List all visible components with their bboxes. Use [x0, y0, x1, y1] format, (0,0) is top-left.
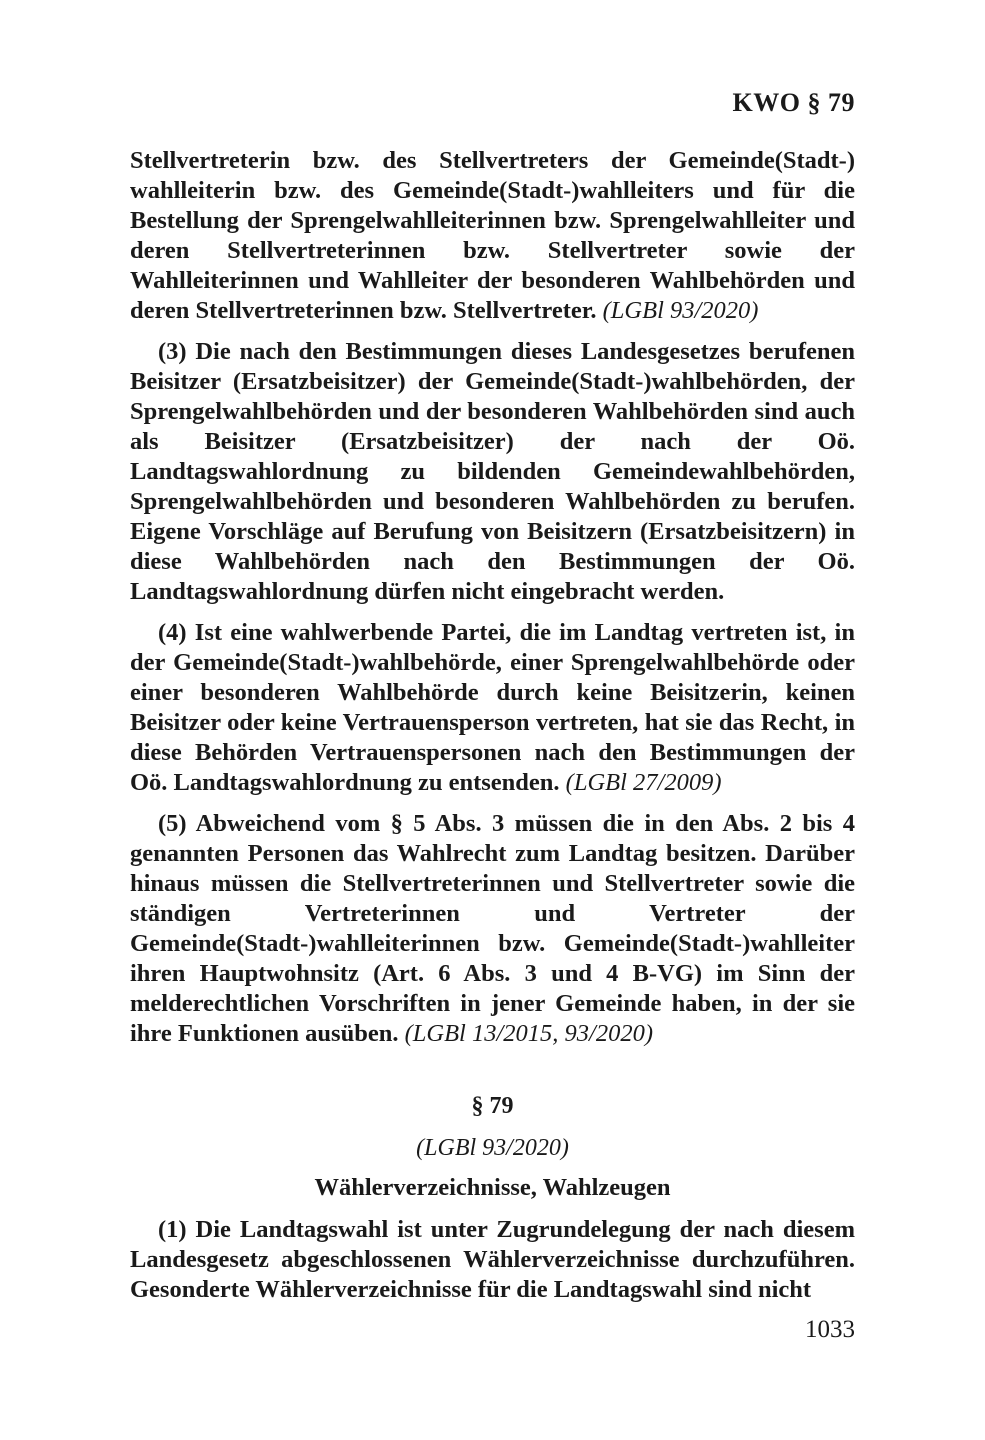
running-header: KWO § 79: [732, 88, 855, 117]
legal-reference: (LGBl 93/2020): [602, 297, 759, 324]
legal-reference: (LGBl 27/2009): [565, 769, 722, 796]
legal-reference: (LGBl 13/2015, 93/2020): [404, 1020, 653, 1047]
paragraph-text: Stellvertreterin bzw. des Stellvertreters der Gemeinde(Stadt-) wahlleiterin bzw. des Gemeinde(Stadt-)wahlleiters und für die Bestellung der Sprengelwahlleiterinnen bzw. Sprengelwahlleiter und deren Stellvertreterinnen bzw. Stellvertreter sowie der Wahlleiterinnen und Wahlleiter der besonderen Wahlbehörden und deren Stellvertreterinnen bzw. Stellvertreter.: [130, 147, 855, 324]
paragraph-text: (5) Abweichend vom § 5 Abs. 3 müssen die in den Abs. 2 bis 4 genannten Personen das Wahlrecht zum Landtag besitzen. Darüber hinaus müssen die Stellvertreterinnen und Stellvertreter sowie die ständigen Vertreterinnen und Vertreter der Gemeinde(Stadt-)wahlleiterinnen bzw. Gemeinde(Stadt-)wahlleiter ihren Hauptwohnsitz (Art. 6 Abs. 3 und 4 B-VG) im Sinn der melderechtlichen Vorschriften in jener Gemeinde haben, in der sie ihre Funktionen ausüben.: [130, 810, 855, 1047]
paragraph-5: [130, 809, 855, 1049]
paragraph-continued: [130, 146, 855, 326]
section-paragraph-1: [130, 1215, 855, 1305]
page-number: 1033: [805, 1316, 855, 1343]
section-reference: (LGBl 93/2020): [416, 1135, 569, 1161]
paragraph-text: (4) Ist eine wahlwerbende Partei, die im Landtag vertreten ist, in der Gemeinde(Stadt-)wahlbehörde, einer Sprengelwahlbehörde oder einer besonderen Wahlbehörde durch keine Beisitzerin, keinen Beisitzer oder keine Vertrauensperson vertreten, hat sie das Recht, in diese Behörden Vertrauenspersonen nach den Bestimmungen der Oö. Landtagswahlordnung zu entsenden.: [130, 619, 855, 796]
paragraph-4: [130, 618, 855, 798]
section-title: Wählerverzeichnisse, Wahlzeugen: [314, 1174, 671, 1201]
paragraph-text: (3) Die nach den Bestimmungen dieses Landesgesetzes berufenen Beisitzer (Ersatzbeisitzer) der Gemeinde(Stadt-)wahlbehörden, der Sprengelwahlbehörden und der besonderen Wahlbehörden sind auch als Beisitzer (Ersatzbeisitzer) der nach der Oö. Landtagswahlordnung zu bildenden Gemeindewahlbehörden, Sprengelwahlbehörden und besonderen Wahlbehörden zu berufen. Eigene Vorschläge auf Berufung von Beisitzern (Ersatzbeisitzern) in diese Wahlbehörden nach den Bestimmungen der Oö. Landtagswahlordnung dürfen nicht eingebracht werden.: [130, 338, 855, 605]
paragraph-text: (1) Die Landtagswahl ist unter Zugrundelegung der nach diesem Landesgesetz abgeschlossenen Wählerverzeichnisse durchzuführen. Gesonderte Wählerverzeichnisse für die Landtagswahl sind nicht: [130, 1216, 855, 1303]
page-content: [130, 146, 855, 1316]
paragraph-3: [130, 337, 855, 607]
section-number: § 79: [471, 1093, 514, 1119]
